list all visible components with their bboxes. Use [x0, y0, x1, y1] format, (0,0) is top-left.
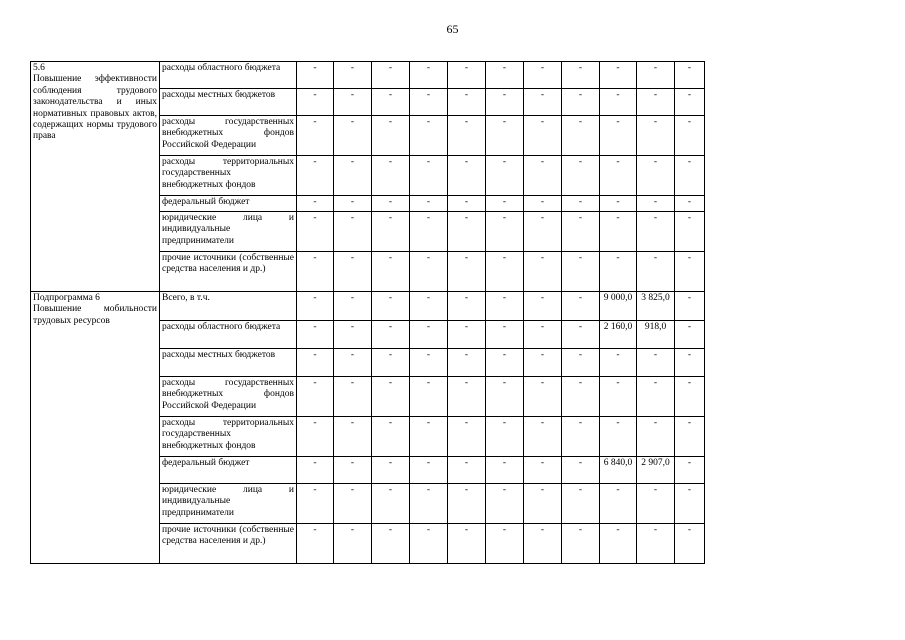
value-cell: - [562, 377, 600, 417]
value-cell: - [562, 524, 600, 564]
value-cell: - [562, 457, 600, 484]
value-cell: - [297, 62, 334, 89]
value-cell: - [410, 252, 448, 292]
value-cell: - [524, 349, 562, 377]
value-cell: - [637, 349, 675, 377]
value-cell: - [675, 212, 705, 252]
value-cell: - [637, 89, 675, 116]
value-cell: - [637, 62, 675, 89]
program-code: 5.6 [33, 63, 45, 73]
value-cell: - [524, 457, 562, 484]
value-cell: - [524, 89, 562, 116]
value-cell: - [600, 62, 637, 89]
program-cell [31, 292, 160, 564]
value-cell: - [486, 484, 524, 524]
value-cell: - [334, 377, 372, 417]
funding-source: расходы местных бюджетов [160, 89, 297, 116]
value-cell: - [448, 292, 486, 321]
funding-source: Всего, в т.ч. [160, 292, 297, 321]
value-cell: - [372, 252, 410, 292]
value-cell: - [524, 524, 562, 564]
value-cell: - [675, 116, 705, 156]
value-cell: - [297, 377, 334, 417]
value-cell: - [524, 484, 562, 524]
funding-source: юридические лица и индивидуальные предприниматели [160, 212, 297, 252]
value-cell: - [372, 62, 410, 89]
value-cell: - [372, 417, 410, 457]
value-cell: - [600, 196, 637, 212]
value-cell: - [334, 417, 372, 457]
value-cell: - [562, 252, 600, 292]
value-cell: - [297, 89, 334, 116]
value-cell: - [486, 457, 524, 484]
value-cell: - [637, 252, 675, 292]
value-cell: - [297, 321, 334, 349]
value-cell: - [372, 484, 410, 524]
value-cell: - [562, 484, 600, 524]
funding-source: федеральный бюджет [160, 457, 297, 484]
value-cell: - [600, 524, 637, 564]
value-cell: - [334, 457, 372, 484]
value-cell: - [410, 349, 448, 377]
value-cell: - [524, 156, 562, 196]
value-cell: - [410, 292, 448, 321]
value-cell: - [334, 524, 372, 564]
value-cell: - [410, 116, 448, 156]
value-cell: - [448, 321, 486, 349]
value-cell: - [297, 524, 334, 564]
value-cell: - [524, 116, 562, 156]
value-cell: - [675, 156, 705, 196]
value-cell: - [372, 196, 410, 212]
value-cell: - [334, 292, 372, 321]
value-cell: - [486, 156, 524, 196]
value-cell: - [372, 116, 410, 156]
value-cell: - [297, 212, 334, 252]
value-cell: - [562, 116, 600, 156]
value-cell: - [637, 116, 675, 156]
value-cell: - [486, 292, 524, 321]
value-cell: - [562, 89, 600, 116]
value-cell: - [524, 196, 562, 212]
value-cell: 2 160,0 [600, 321, 637, 349]
value-cell: - [486, 252, 524, 292]
value-cell: - [675, 62, 705, 89]
value-cell: - [637, 417, 675, 457]
value-cell: - [486, 377, 524, 417]
program-code: Подпрограмма 6 [33, 293, 100, 303]
funding-source: расходы областного бюджета [160, 321, 297, 349]
value-cell: - [600, 89, 637, 116]
value-cell: - [562, 349, 600, 377]
value-cell: - [637, 156, 675, 196]
value-cell: - [372, 89, 410, 116]
value-cell: - [297, 292, 334, 321]
funding-source: прочие источники (собственные средства населения и др.) [160, 524, 297, 564]
value-cell: - [448, 156, 486, 196]
value-cell: - [297, 196, 334, 212]
value-cell: - [372, 524, 410, 564]
value-cell: - [562, 321, 600, 349]
value-cell: - [562, 156, 600, 196]
value-cell: - [486, 116, 524, 156]
value-cell: - [486, 196, 524, 212]
value-cell: - [486, 349, 524, 377]
value-cell: - [410, 377, 448, 417]
value-cell: - [524, 252, 562, 292]
funding-source: расходы государственных внебюджетных фондов Российской Федерации [160, 377, 297, 417]
value-cell: - [637, 524, 675, 564]
value-cell: - [334, 89, 372, 116]
value-cell: - [297, 457, 334, 484]
value-cell: - [410, 457, 448, 484]
funding-source: расходы областного бюджета [160, 62, 297, 89]
value-cell: - [334, 349, 372, 377]
value-cell: - [675, 252, 705, 292]
value-cell: - [410, 417, 448, 457]
value-cell: - [675, 292, 705, 321]
value-cell: - [372, 377, 410, 417]
table-row [31, 62, 705, 89]
value-cell: - [410, 212, 448, 252]
value-cell: - [297, 349, 334, 377]
value-cell: - [372, 292, 410, 321]
funding-source: расходы местных бюджетов [160, 349, 297, 377]
value-cell: - [448, 196, 486, 212]
value-cell: - [297, 252, 334, 292]
value-cell: - [675, 89, 705, 116]
value-cell: - [297, 484, 334, 524]
value-cell: - [524, 321, 562, 349]
value-cell: - [334, 321, 372, 349]
funding-source: прочие источники (собственные средства населения и др.) [160, 252, 297, 292]
value-cell: - [372, 321, 410, 349]
program-title: Повышение мобильности трудовых ресурсов [33, 304, 157, 326]
value-cell: - [410, 321, 448, 349]
value-cell: 2 907,0 [637, 457, 675, 484]
value-cell: - [637, 377, 675, 417]
page-number: 65 [446, 22, 459, 36]
value-cell: - [637, 196, 675, 212]
value-cell: - [334, 484, 372, 524]
table-row [31, 292, 705, 321]
value-cell: - [372, 156, 410, 196]
value-cell: - [334, 156, 372, 196]
value-cell: - [562, 417, 600, 457]
value-cell: - [675, 349, 705, 377]
value-cell: - [448, 484, 486, 524]
funding-source: расходы территориальных государственных внебюджетных фондов [160, 156, 297, 196]
value-cell: - [448, 62, 486, 89]
value-cell: - [675, 377, 705, 417]
funding-source: расходы территориальных государственных внебюджетных фондов [160, 417, 297, 457]
value-cell: - [486, 417, 524, 457]
value-cell: - [410, 524, 448, 564]
value-cell: - [562, 292, 600, 321]
value-cell: - [562, 196, 600, 212]
value-cell: - [600, 116, 637, 156]
value-cell: 6 840,0 [600, 457, 637, 484]
value-cell: 918,0 [637, 321, 675, 349]
value-cell: - [675, 196, 705, 212]
value-cell: - [486, 524, 524, 564]
funding-source: расходы государственных внебюджетных фондов Российской Федерации [160, 116, 297, 156]
value-cell: - [334, 252, 372, 292]
value-cell: - [486, 212, 524, 252]
value-cell: - [297, 417, 334, 457]
value-cell: - [637, 212, 675, 252]
value-cell: - [448, 524, 486, 564]
value-cell: - [675, 321, 705, 349]
program-title: Повышение эффективности соблюдения трудового законодательства и иных нормативных правовых актов, содержащих нормы трудового права [33, 74, 157, 142]
value-cell: - [600, 156, 637, 196]
value-cell: - [448, 377, 486, 417]
value-cell: - [486, 321, 524, 349]
value-cell: - [297, 156, 334, 196]
value-cell: - [486, 62, 524, 89]
funding-source: федеральный бюджет [160, 196, 297, 212]
value-cell: - [410, 62, 448, 89]
value-cell: - [675, 484, 705, 524]
value-cell: 3 825,0 [637, 292, 675, 321]
value-cell: - [410, 196, 448, 212]
value-cell: - [334, 196, 372, 212]
value-cell: - [562, 62, 600, 89]
value-cell: - [448, 417, 486, 457]
value-cell: - [524, 417, 562, 457]
value-cell: - [448, 349, 486, 377]
value-cell: - [524, 212, 562, 252]
value-cell: - [600, 252, 637, 292]
value-cell: - [448, 116, 486, 156]
value-cell: - [637, 484, 675, 524]
value-cell: - [448, 252, 486, 292]
value-cell: - [372, 212, 410, 252]
value-cell: - [448, 457, 486, 484]
value-cell: - [372, 457, 410, 484]
value-cell: 9 000,0 [600, 292, 637, 321]
value-cell: - [562, 212, 600, 252]
value-cell: - [600, 212, 637, 252]
value-cell: - [600, 417, 637, 457]
value-cell: - [524, 377, 562, 417]
value-cell: - [675, 417, 705, 457]
financing-table [30, 61, 705, 564]
value-cell: - [372, 349, 410, 377]
value-cell: - [334, 62, 372, 89]
value-cell: - [410, 89, 448, 116]
value-cell: - [600, 377, 637, 417]
value-cell: - [600, 484, 637, 524]
funding-source: юридические лица и индивидуальные предприниматели [160, 484, 297, 524]
value-cell: - [448, 89, 486, 116]
program-cell [31, 62, 160, 292]
value-cell: - [334, 212, 372, 252]
value-cell: - [486, 89, 524, 116]
value-cell: - [297, 116, 334, 156]
value-cell: - [524, 62, 562, 89]
value-cell: - [600, 349, 637, 377]
value-cell: - [524, 292, 562, 321]
value-cell: - [410, 156, 448, 196]
value-cell: - [675, 457, 705, 484]
value-cell: - [675, 524, 705, 564]
value-cell: - [410, 484, 448, 524]
value-cell: - [334, 116, 372, 156]
value-cell: - [448, 212, 486, 252]
